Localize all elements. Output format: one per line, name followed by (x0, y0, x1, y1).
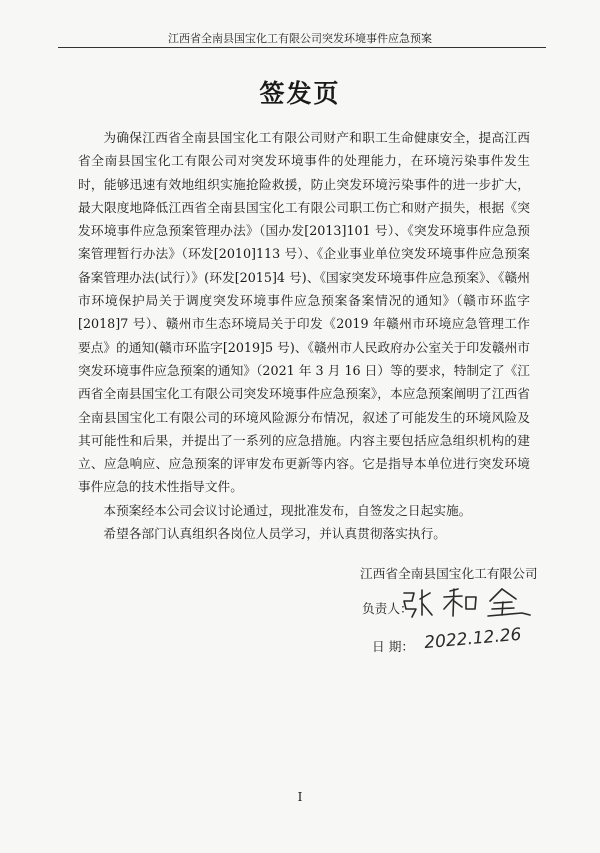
responsible-person-label: 负责人： (362, 601, 413, 616)
handwritten-date (422, 622, 532, 656)
svg-text:2022.12.26: 2022.12.26 (423, 624, 523, 652)
handwritten-signature (398, 585, 548, 623)
page-number: I (297, 790, 303, 804)
date-label: 日 期： (372, 639, 415, 654)
header-divider (58, 47, 546, 48)
company-signature-name: 江西省全南县国宝化工有限公司 (360, 566, 538, 581)
paragraph-purpose: 为确保江西省全南县国宝化工有限公司财产和职工生命健康安全，提高江西省全南县国宝化工有限公司对突发环境事件的处理能力，在环境污染事件发生时，能够迅速有效地组织实施抢险救援，防止突发环境污染事件的进一步扩大，最大限度地降低江西省全南县国宝化工有限公司职工伤亡和财产损失，根据《突发环境事件应急预案管理办法》（国办发[2013]101 号）、《突发环境事件应急预案管理暂行办法》（环发[2010]113 号）、《企业事业单位突发环境事件应急预案备案管理办法(试行）》(环发[2015]4 号)、《国家突发环境事件应急预案》、《赣州市环境保护局关于调度突发环境事件应急预案备案情况的通知》（赣市环监字[2018]7 号）、赣州市生态环境局关于印发《2019 年赣州市环境应急管理工作要点》的通知(赣市环监字[2019]5 号)、《赣州市人民政府办公室关于印发赣州市突发环境事件应急预案的通知》（2021 年 3 月 16 日）等的要求，特制定了《江西省全南县国宝化工有限公司突发环境事件应急预案》，本应急预案阐明了江西省全南县国宝化工有限公司的环境风险源分布情况，叙述了可能发生的环境风险及其可能性和后果，并提出了一系列的应急措施。内容主要包括应急组织机构的建立、应急响应、应急预案的评审发布更新等内容。它是指导本单位进行突发环境事件应急的技术性指导文件。 (78, 130, 530, 495)
paragraph-instruction: 希望各部门认真组织各岗位人员学习，并认真贯彻落实执行。 (103, 526, 446, 542)
body-text (78, 126, 530, 545)
paragraph-approval: 本预案经本公司会议讨论通过，现批准发布，自签发之日起实施。 (103, 502, 472, 518)
page-title: 签发页 (259, 79, 341, 108)
running-header: 江西省全南县国宝化工有限公司突发环境事件应急预案 (168, 32, 432, 45)
